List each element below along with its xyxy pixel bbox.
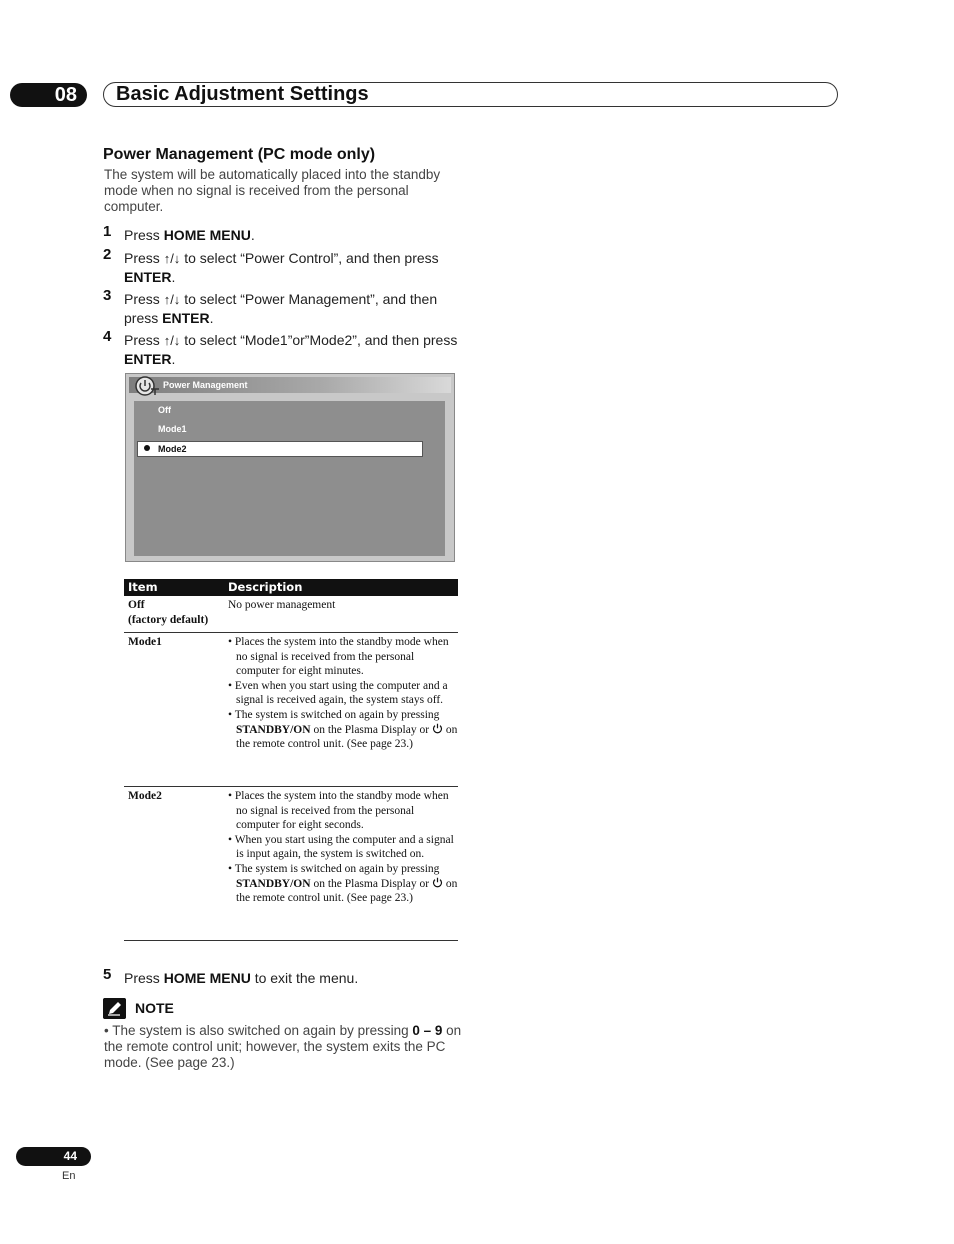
step-2 xyxy=(103,246,463,286)
desc-text: • The system is switched on again by pressing xyxy=(228,862,440,875)
selected-dot-icon xyxy=(144,445,150,451)
step-key: HOME MENU xyxy=(163,227,251,243)
table-header-description: Description xyxy=(228,580,303,594)
osd-selected-label: Mode2 xyxy=(158,444,187,454)
note-text xyxy=(104,1023,464,1071)
note-text-part: on the remote control unit; however, the system exits the PC mode. (See page 23.) xyxy=(104,1023,462,1070)
step-text: Press xyxy=(124,332,160,348)
step-3 xyxy=(103,287,463,327)
table-row-item: Mode1 xyxy=(128,636,162,648)
step-text: . xyxy=(250,227,255,243)
step-number: 3 xyxy=(103,287,112,304)
step-key: HOME MENU xyxy=(163,970,251,986)
desc-text: on the Plasma Display or xyxy=(310,723,432,736)
osd-title: Power Management xyxy=(163,380,248,390)
table-row-desc xyxy=(228,789,460,906)
section-title: Power Management (PC mode only) xyxy=(103,146,376,163)
step-key: ENTER xyxy=(124,269,172,285)
note-key: 0 – 9 xyxy=(412,1023,443,1038)
power-icon xyxy=(432,723,443,734)
desc-bullet: • Even when you start using the computer and a signal is received again, the system stays off. xyxy=(228,679,448,707)
step-text: . xyxy=(209,310,214,326)
desc-bullet: • When you start using the computer and a signal is input again, the system is switched on. xyxy=(228,833,454,861)
note-label: NOTE xyxy=(135,1000,174,1016)
table-row-item xyxy=(128,598,208,627)
desc-bullet xyxy=(228,862,460,906)
table-row-desc: No power management xyxy=(228,599,336,611)
table-divider xyxy=(124,632,458,633)
step-text: . xyxy=(171,269,176,285)
osd-menu-item-off[interactable]: Off xyxy=(158,405,171,415)
note-pencil-icon xyxy=(103,998,126,1019)
step-1 xyxy=(103,223,463,244)
step-text: Press xyxy=(124,250,160,266)
table-row-desc xyxy=(228,635,460,752)
osd-menu-item-mode1[interactable]: Mode1 xyxy=(158,424,187,434)
step-number: 4 xyxy=(103,328,112,345)
power-management-icon xyxy=(133,375,161,397)
step-number: 1 xyxy=(103,223,112,240)
desc-text: • The system is switched on again by pressing xyxy=(228,708,440,721)
desc-text: on the Plasma Display or xyxy=(310,877,432,890)
up-down-arrow-icon: ↑/↓ xyxy=(163,251,181,266)
desc-text: on the remote control unit. (See page 23.) xyxy=(236,723,458,751)
language-label: En xyxy=(62,1170,76,1182)
chapter-number: 08 xyxy=(10,83,87,107)
step-4 xyxy=(103,328,463,368)
desc-bullet: • Places the system into the standby mode when no signal is received from the personal computer for eight seconds. xyxy=(228,790,449,832)
item-name: Off xyxy=(128,599,145,611)
table-divider xyxy=(124,786,458,787)
page-title: Basic Adjustment Settings xyxy=(116,83,369,105)
step-text: to select “Power Management”, and then press xyxy=(124,291,438,326)
step-text: Press xyxy=(124,227,164,243)
step-key: ENTER xyxy=(124,351,172,367)
section-intro: The system will be automatically placed into the standby mode when no signal is received from the personal computer. xyxy=(104,167,441,214)
desc-key: STANDBY/ON xyxy=(236,723,311,736)
desc-bullet xyxy=(228,708,460,752)
step-number: 2 xyxy=(103,246,112,263)
desc-bullet: • Places the system into the standby mode when no signal is received from the personal computer for eight minutes. xyxy=(228,636,449,678)
table-bottom-rule xyxy=(124,940,458,941)
up-down-arrow-icon: ↑/↓ xyxy=(163,333,181,348)
step-text: to select “Power Control”, and then press xyxy=(184,250,439,266)
up-down-arrow-icon: ↑/↓ xyxy=(163,292,181,307)
note-text-part: • The system is also switched on again by pressing xyxy=(104,1023,413,1038)
desc-key: STANDBY/ON xyxy=(236,877,311,890)
table-header-item: Item xyxy=(128,580,158,594)
step-number: 5 xyxy=(103,966,112,983)
step-text: Press xyxy=(124,970,164,986)
step-text: . xyxy=(171,351,176,367)
item-default-note: (factory default) xyxy=(128,613,209,626)
page-number: 44 xyxy=(16,1147,91,1166)
power-icon xyxy=(432,877,443,888)
step-key: ENTER xyxy=(162,310,210,326)
step-5 xyxy=(103,966,463,987)
desc-text: on the remote control unit. (See page 23.) xyxy=(236,877,458,905)
step-text: to exit the menu. xyxy=(250,970,359,986)
step-text: Press xyxy=(124,291,160,307)
step-text: to select “Mode1”or”Mode2”, and then press xyxy=(184,332,458,348)
table-row-item: Mode2 xyxy=(128,790,162,802)
